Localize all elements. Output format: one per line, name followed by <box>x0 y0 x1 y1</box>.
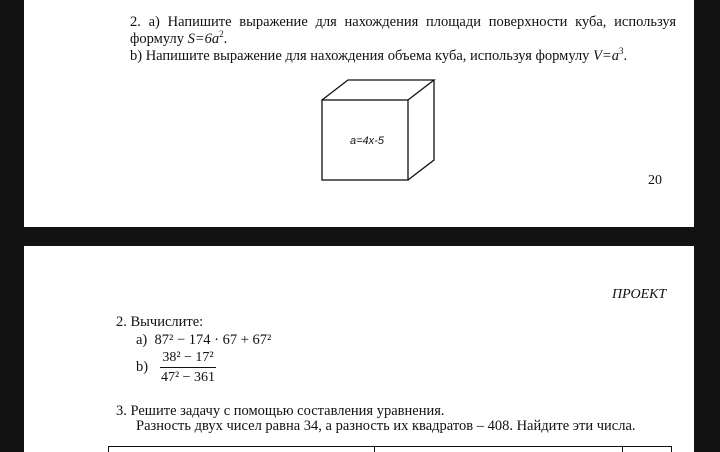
task-2b-prefix: b) Напишите выражение для нахождения объема куба, используя формулу <box>130 48 594 64</box>
table-divider <box>374 446 375 452</box>
table-border <box>108 446 672 447</box>
task-3-line2: Разность двух чисел равна 34, а разность их квадратов – 408. Найдите эти числа. <box>136 418 636 434</box>
cube-edge-label: a=4x-5 <box>350 135 384 147</box>
cube-diagram <box>314 74 454 184</box>
surface-area-exponent: 2 <box>219 29 224 39</box>
task-3-line1: 3. Решите задачу с помощью составления уравнения. <box>116 403 445 419</box>
task-2a-line2: формулу $S=6a^2$. <box>130 29 228 47</box>
fraction-denominator: 47² − 361 <box>160 370 216 385</box>
worksheet-page-top <box>24 0 694 227</box>
task-2b-fraction <box>160 349 216 386</box>
page-number: 20 <box>648 173 662 188</box>
worksheet-page-bottom <box>24 246 694 452</box>
volume-exponent: 3 <box>618 46 624 56</box>
task-2a-expression: 87² − 174 · 67 + 67² <box>154 332 272 348</box>
surface-area-formula: S=6a <box>187 31 220 47</box>
task-2a-label: а) <box>136 332 148 348</box>
task-2a-line1: 2. а) Напишите выражение для нахождения площади поверхности куба, используя <box>130 14 676 30</box>
draft-header: ПРОЕКТ <box>612 287 667 302</box>
task-2a <box>136 332 271 349</box>
task-2b-line: b) Напишите выражение для нахождения объема куба, используя формулу $V=a^3$. <box>130 46 628 64</box>
task-2-title: 2. Вычислите: <box>116 314 204 330</box>
task-2b-label: b) <box>136 359 149 375</box>
table-divider <box>671 446 672 452</box>
table-divider <box>108 446 109 452</box>
task-2a-prefix: формулу <box>130 31 188 47</box>
fraction-numerator: 38² − 17² <box>160 349 216 368</box>
volume-formula: V=a <box>593 48 619 64</box>
table-divider <box>622 446 623 452</box>
cube-side-face <box>408 80 434 180</box>
cube-top-face <box>322 80 434 100</box>
